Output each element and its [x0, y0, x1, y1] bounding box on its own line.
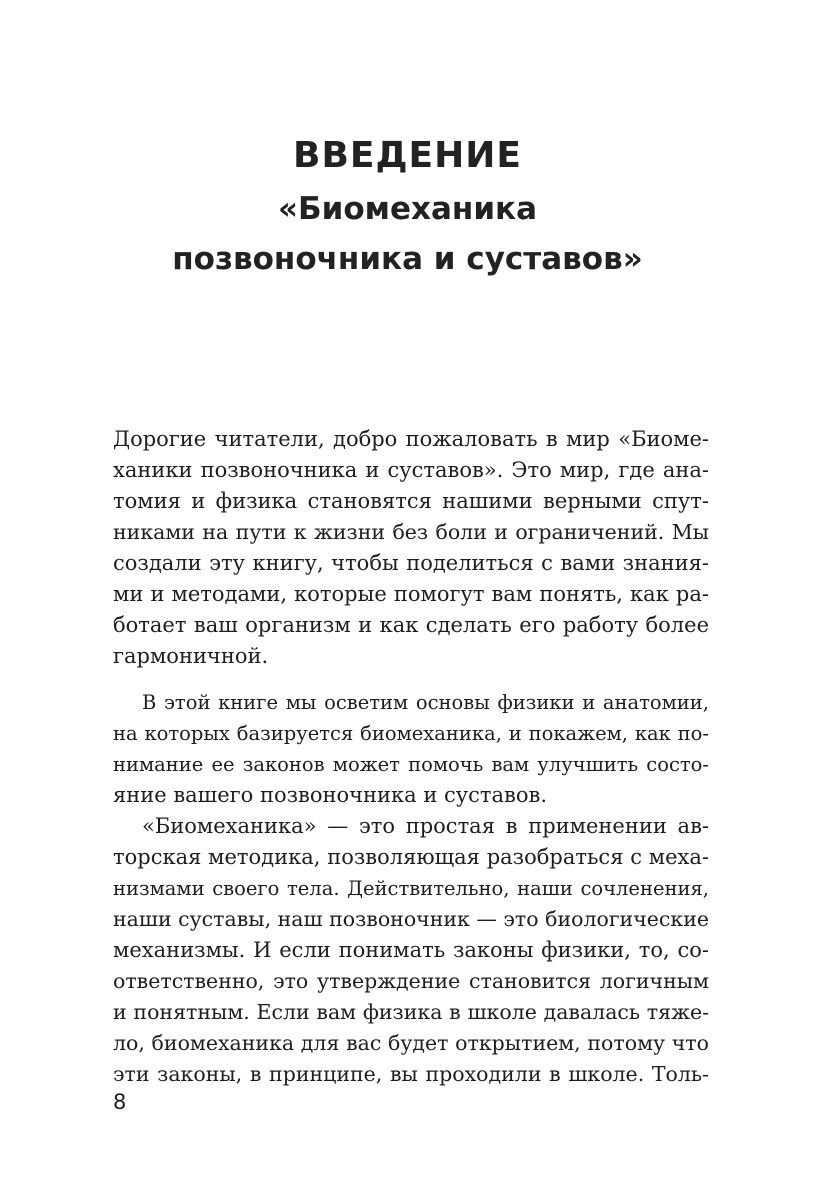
- main-paragraph: [113, 687, 709, 1090]
- chapter-subtitle-line-1: «Биомеханика: [277, 191, 538, 227]
- text-line: наши суставы, наш позвоночник — это биологические: [113, 907, 709, 931]
- text-line: нимание ее законов может помочь вам улучшить состо-: [113, 753, 709, 776]
- intro-paragraph: [113, 424, 709, 672]
- text-line: на которых базируется биомеханика, и покажем, как по-: [113, 722, 709, 745]
- text-line: Дорогие читатели, добро пожаловать в мир «Биоме-: [113, 427, 709, 451]
- text-line: ботает ваш организм и как сделать его работу более: [113, 613, 709, 637]
- text-line: ответственно, это утверждение становится логичным: [113, 969, 709, 993]
- chapter-label: ВВЕДЕНИЕ: [293, 135, 522, 176]
- text-line: ло, биомеханика для вас будет открытием, потому что: [113, 1031, 709, 1055]
- text-line: «Биомеханика» — это простая в применении ав-: [142, 814, 709, 838]
- text-line: механизмы. И если понимать законы физики, то, со-: [113, 938, 709, 962]
- text-line: эти законы, в принципе, вы проходили в школе. Толь-: [113, 1062, 709, 1086]
- text-line: создали эту книгу, чтобы поделиться с вами знания-: [113, 551, 709, 575]
- text-line: ми и методами, которые помогут вам понять, как ра-: [113, 582, 709, 606]
- text-line: никами на пути к жизни без боли и ограничений. Мы: [113, 520, 709, 544]
- chapter-subtitle-line-2: позвоночника и суставов»: [172, 241, 643, 277]
- text-line: томия и физика становятся нашими верными спут-: [113, 489, 709, 513]
- text-line: яние вашего позвоночника и суставов.: [113, 783, 548, 807]
- text-line: гармоничной.: [113, 644, 269, 668]
- text-line: и понятным. Если вам физика в школе давалась тяже-: [113, 1000, 709, 1024]
- text-line: торская методика, позволяющая разобраться с меха-: [113, 845, 709, 869]
- page-number: 8: [113, 1090, 127, 1114]
- text-line: В этой книге мы осветим основы физики и анатомии,: [142, 691, 709, 714]
- text-line: низмами своего тела. Действительно, наши сочленения,: [113, 877, 709, 900]
- chapter-heading: [0, 128, 815, 284]
- text-line: ханики позвоночника и суставов». Это мир, где ана-: [113, 458, 709, 482]
